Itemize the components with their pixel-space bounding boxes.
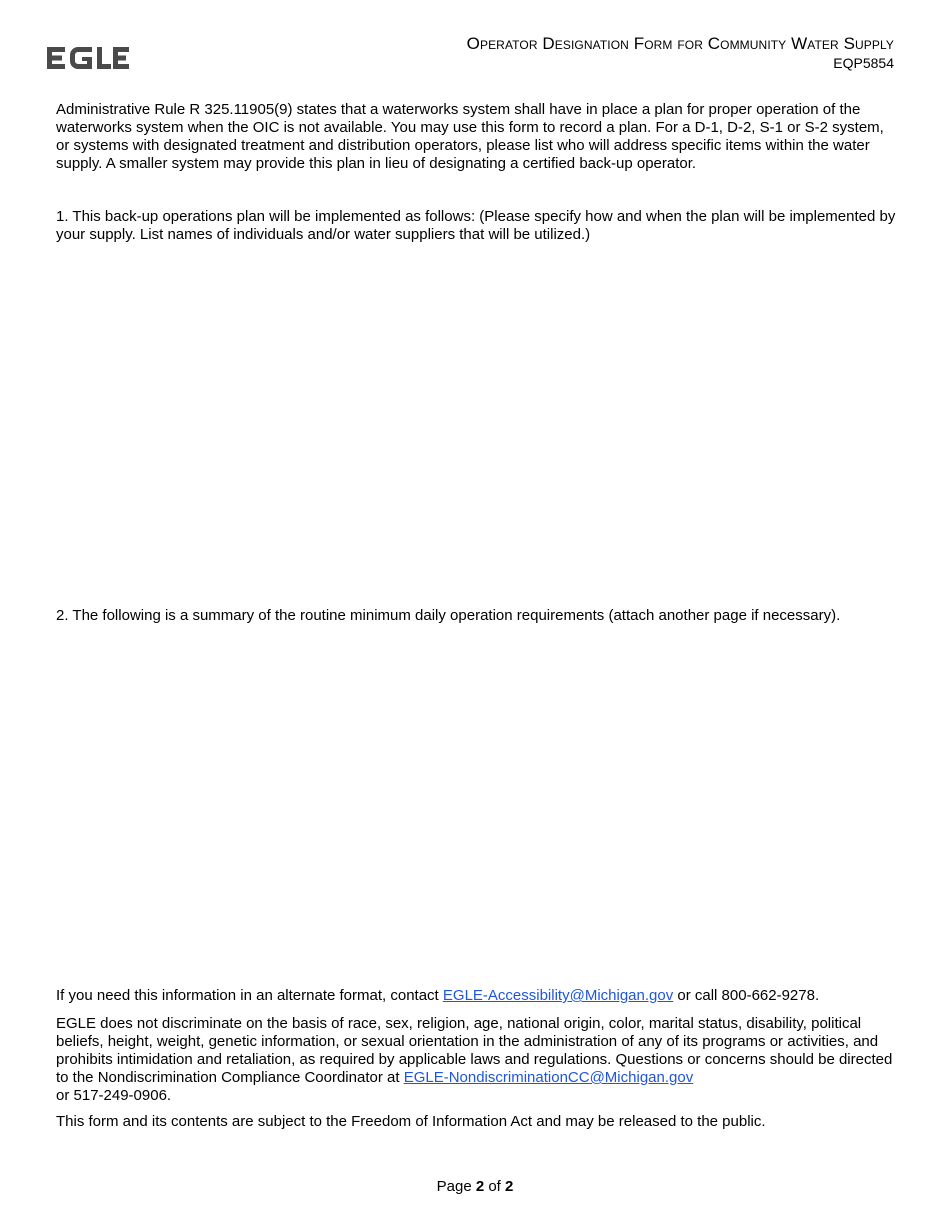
accessibility-notice bbox=[56, 987, 896, 1005]
question-2-label: 2. The following is a summary of the routine minimum daily operation requirements (attach another page if necessary). bbox=[56, 607, 841, 624]
accessibility-prefix: If you need this information in an alternate format, contact bbox=[56, 987, 443, 1004]
accessibility-email-link[interactable]: EGLE-Accessibility@Michigan.gov bbox=[442, 987, 674, 1004]
page-total: 2 bbox=[505, 1178, 514, 1195]
backup-plan-field[interactable] bbox=[56, 250, 896, 590]
nondiscrimination-text: EGLE does not discriminate on the basis of race, sex, religion, age, national origin, color, marital status, disability, political beliefs, height, weight, genetic information, or sexual orientation in the administration of any of its programs or activities, and prohibits intimidation and retaliation, as required by applicable laws and regulations. Questions or concerns should be directed to the Nondiscrimination Compliance Coordinator at bbox=[56, 1015, 893, 1086]
nondiscrimination-notice bbox=[56, 1015, 896, 1105]
egle-logo bbox=[47, 44, 129, 72]
nondiscrimination-email-link[interactable]: EGLE-NondiscriminationCC@Michigan.gov bbox=[403, 1069, 694, 1086]
form-number: EQP5854 bbox=[833, 55, 894, 71]
form-title: Operator Designation Form for Community Water Supply bbox=[466, 34, 894, 53]
page-prefix: Page bbox=[436, 1178, 476, 1195]
intro-paragraph: Administrative Rule R 325.11905(9) states that a waterworks system shall have in place a plan for proper operation of the waterworks system when the OIC is not available. You may use this form to record a plan. For a D-1, D-2, S-1 or S-2 system, or systems with designated treatment and distribution operators, please list who will address specific items within the water supply. A smaller system may provide this plan in lieu of designating a certified back-up operator. bbox=[56, 101, 884, 172]
question-1-label: 1. This back-up operations plan will be implemented as follows: (Please specify how and when the plan will be implemented by your supply. List names of individuals and/or water suppliers that will be utilized.) bbox=[56, 208, 896, 243]
page-current: 2 bbox=[475, 1178, 485, 1195]
nondiscrimination-suffix: or 517-249-0906. bbox=[56, 1087, 172, 1104]
accessibility-suffix: or call 800-662-9278. bbox=[673, 987, 820, 1004]
foia-notice: This form and its contents are subject to the Freedom of Information Act and may be released to the public. bbox=[56, 1113, 766, 1130]
daily-operation-summary-field[interactable] bbox=[56, 630, 896, 970]
page-number bbox=[0, 1178, 950, 1196]
page-of: of bbox=[484, 1178, 506, 1195]
